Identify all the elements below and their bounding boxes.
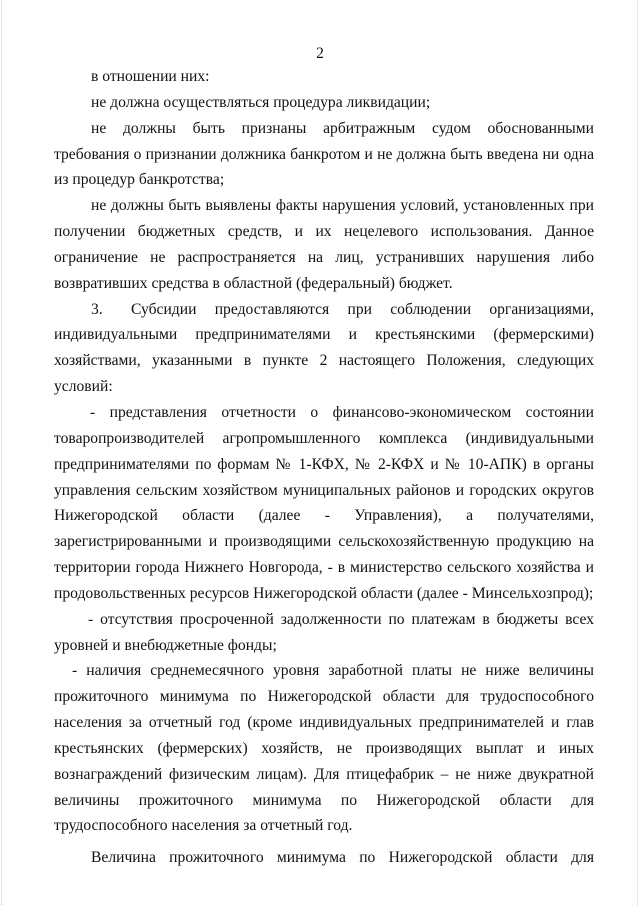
page-right-edge — [637, 0, 638, 905]
paragraph-no-arrears-condition: - отсутствия просроченной задолженности по платежам в бюджеты всех уровней и внебюджетные фонды; — [54, 610, 594, 654]
document-body — [54, 64, 594, 871]
paragraph-subsistence-minimum: Величина прожиточного минимума по Нижегородской области для — [91, 849, 594, 867]
paragraph-no-liquidation: не должна осуществляться процедура ликвидации; — [91, 93, 431, 111]
page-left-edge — [1, 0, 2, 905]
paragraph-no-bankruptcy: не должны быть признаны арбитражным судом обоснованными требования о признании должника банкротом и не должна быть введена ни одна из процедур банкротства; — [54, 119, 594, 189]
item-number: 3. — [91, 300, 103, 318]
item-3-text: Субсидии предоставляются при соблюдении организациями, индивидуальными предпринимателями и крестьянскими (фермерскими) хозяйствами, указанными в пункте 2 настоящего Положения, следующих условий: — [54, 300, 594, 396]
paragraph-item-3 — [54, 297, 594, 400]
paragraph-reporting-condition: - представления отчетности о финансово-экономическом состоянии товаропроизводителей агропромышленного комплекса (индивидуальными предпринимателями по формам № 1-КФХ, № 2-КФХ и № 10-АПК) в органы управления сельским хозяйством муниципальных районов и городских округов Нижегородской области (далее - Управления), а получателями, зарегистрированными и производящими сельскохозяйственную продукцию на территории города Нижнего Новгорода, - в министерство сельского хозяйства и продовольственных ресурсов Нижегородской области (далее - Минсельхозпрод); — [54, 403, 594, 602]
page-number: 2 — [316, 45, 324, 62]
paragraph-no-violations: не должны быть выявлены факты нарушения условий, установленных при получении бюджетных средств, и их нецелевого использования. Данное ограничение не распространяется на лиц, устранивших нарушения либо возвративших средства в областной (федеральный) бюджет. — [54, 197, 594, 292]
paragraph-wage-condition: - наличия среднемесячного уровня заработной платы не ниже величины прожиточного минимума по Нижегородской области для трудоспособного населения за отчетный год (кроме индивидуальных предпринимателей и глав крестьянских (фермерских) хозяйств, не производящих выплат и иных вознаграждений физическим лицам). Для птицефабрик – не ниже двукратной величины прожиточного минимума по Нижегородской области для трудоспособного населения за отчетный год. — [54, 662, 594, 835]
paragraph-continuation: в отношении них: — [91, 68, 210, 85]
